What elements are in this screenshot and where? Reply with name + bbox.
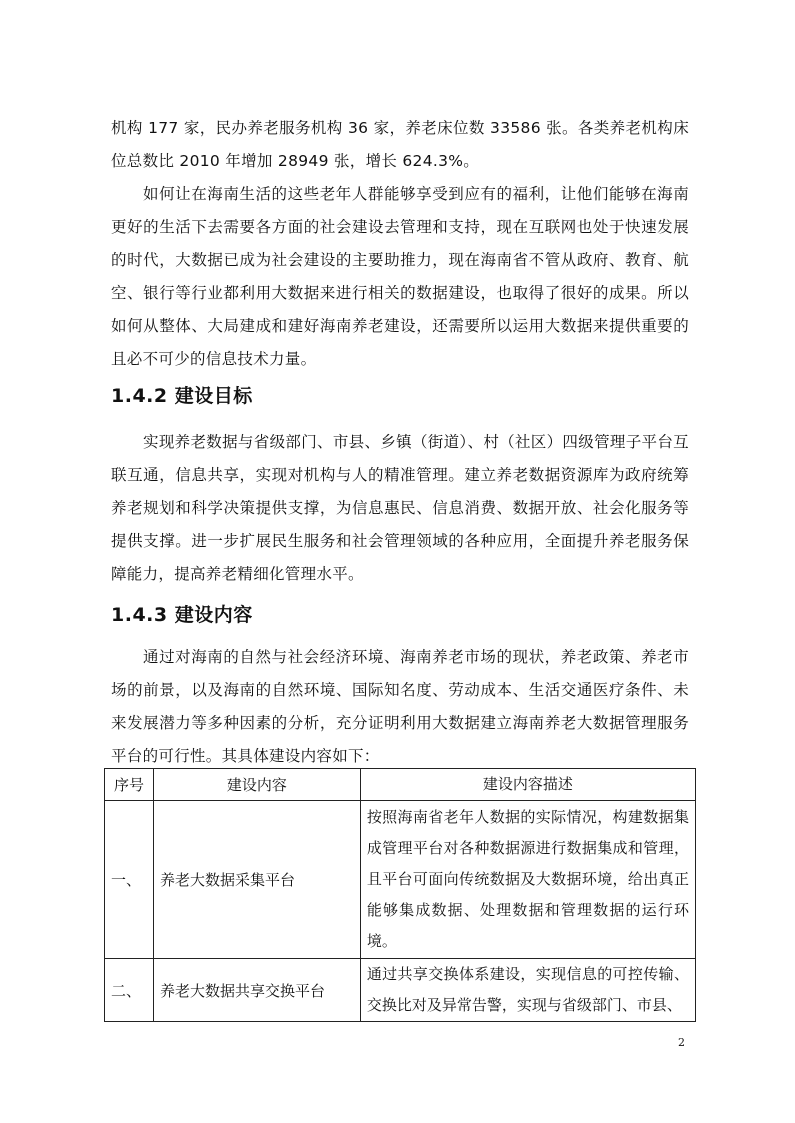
row-name: 养老大数据共享交换平台 [153, 959, 360, 1022]
row-name: 养老大数据采集平台 [153, 801, 360, 959]
paragraph-goals: 实现养老数据与省级部门、市县、乡镇（街道）、村（社区）四级管理子平台互联互通，信息共享，实现对机构与人的精准管理。建立养老数据资源库为政府统筹养老规划和科学决策提供支撑，为信息惠民、信息消费、数据开放、社会化服务等提供支撑。进一步扩展民生服务和社会管理领域的各种应用，全面提升养老服务保障能力，提高养老精细化管理水平。 [111, 433, 689, 583]
page-number: 2 [678, 1036, 685, 1049]
paragraph-content: 通过对海南的自然与社会经济环境、海南养老市场的现状，养老政策、养老市场的前景，以及海南的自然环境、国际知名度、劳动成本、生活交通医疗条件、未来发展潜力等多种因素的分析，充分证明利用大数据建立海南养老大数据管理服务平台的可行性。其具体建设内容如下： [111, 648, 689, 765]
section-heading-goals: 1.4.2 建设目标 [111, 385, 253, 407]
construction-content-table [104, 768, 696, 1022]
header-desc: 建设内容描述 [360, 769, 695, 801]
row-desc: 通过共享交换体系建设，实现信息的可控传输、交换比对及异常告警，实现与省级部门、市县、 [360, 959, 695, 1022]
row-no: 一、 [105, 801, 154, 959]
table-header-row [105, 769, 696, 801]
table-row [105, 801, 696, 959]
table-row [105, 959, 696, 1022]
header-name: 建设内容 [153, 769, 360, 801]
section-heading-content: 1.4.3 建设内容 [111, 604, 253, 626]
row-desc: 按照海南省老年人数据的实际情况，构建数据集成管理平台对各种数据源进行数据集成和管理，且平台可面向传统数据及大数据环境，给出真正能够集成数据、处理数据和管理数据的运行环境。 [360, 801, 695, 959]
paragraph-background: 如何让在海南生活的这些老年人群能够享受到应有的福利，让他们能够在海南更好的生活下去需要各方面的社会建设去管理和支持，现在互联网也处于快速发展的时代，大数据已成为社会建设的主要助推力，现在海南省不管从政府、教育、航空、银行等行业都利用大数据来进行相关的数据建设，也取得了很好的成果。所以如何从整体、大局建成和建好海南养老建设，还需要所以运用大数据来提供重要的且必不可少的信息技术力量。 [111, 185, 689, 368]
paragraph-statistics: 机构 177 家，民办养老服务机构 36 家，养老床位数 33586 张。各类养老机构床位总数比 2010 年增加 28949 张，增长 624.3%。 [111, 119, 689, 170]
row-no: 二、 [105, 959, 154, 1022]
header-no: 序号 [105, 769, 154, 801]
